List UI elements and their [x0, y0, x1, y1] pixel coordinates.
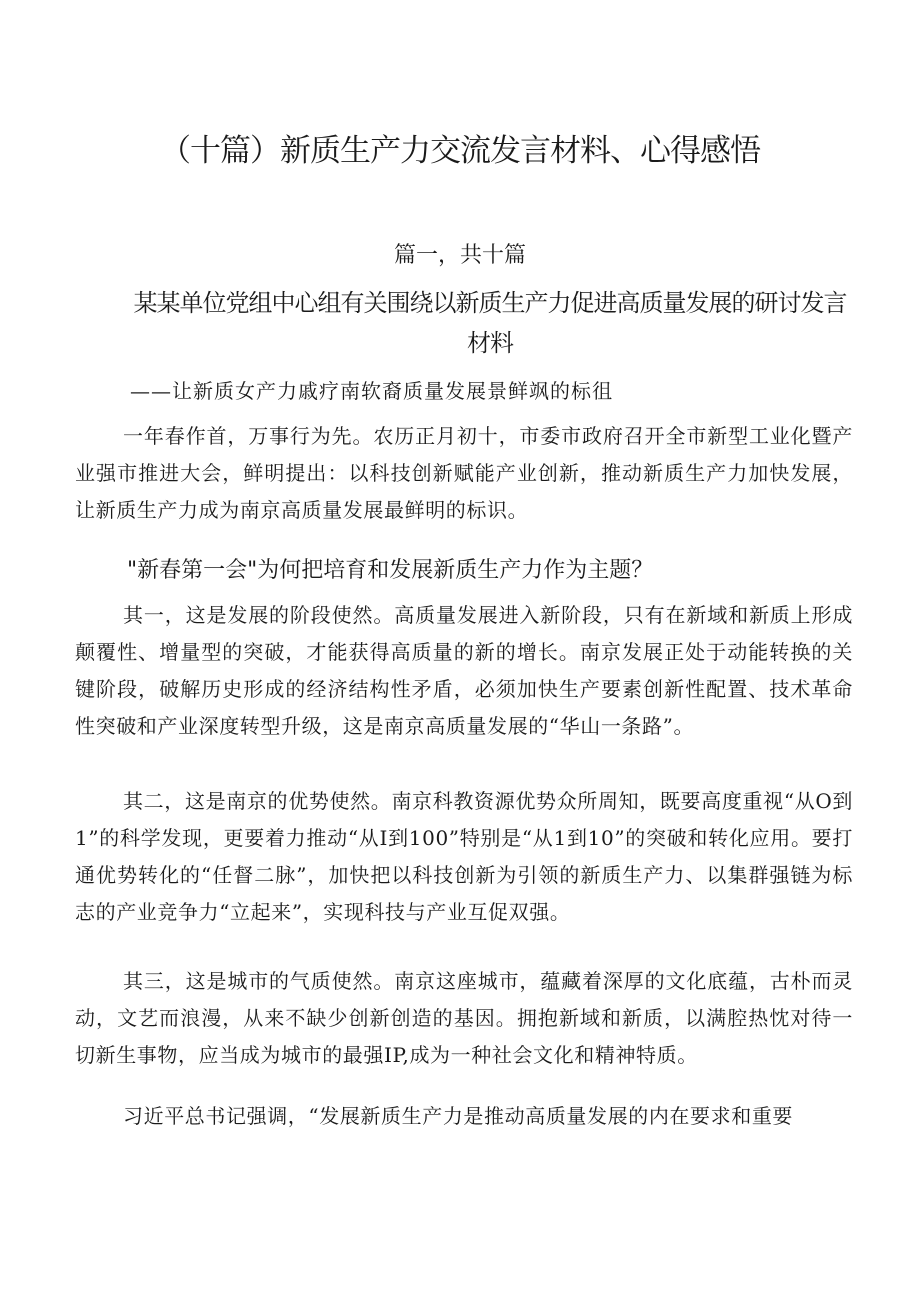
article-title: 某某单位党组中心组有关围绕以新质生产力促进高质量发展的研讨发言材料 [133, 289, 847, 357]
paragraph: 一年春作首，万事行为先。农历正月初十，市委市政府召开全市新型工业化暨产业强市推进大会，鲜明提出：以科技创新赋能产业创新，推动新质生产力加快发展，让新质生产力成为南京高质量发展最鲜明的标识。 [75, 424, 853, 522]
section-label: 篇一，共十篇 [393, 243, 526, 268]
section-question: "新春第一会"为何把培育和发展新质生产力作为主题？ [127, 558, 654, 583]
paragraph: 其一，这是发展的阶段使然。高质量发展进入新阶段，只有在新域和新质上形成颠覆性、增量型的突破，才能获得高质量的新的增长。南京发展正处于动能转换的关键阶段，破解历史形成的经济结构性矛盾，必须加快生产要素创新性配置、技术革命性突破和产业深度转型升级，这是南京高质量发展的“华山一条路”。 [75, 603, 853, 738]
paragraph: 其三，这是城市的气质使然。南京这座城市，蕴藏着深厚的文化底蕴，古朴而灵动，文艺而浪漫，从来不缺少创新创造的基因。拥抱新域和新质，以满腔热忱对待一切新生事物，应当成为城市的最强IP,成为一种社会文化和精神特质。 [75, 969, 853, 1067]
article-subtitle: ——让新质女产力戚疗南软裔质量发展景鲜飒的标徂 [130, 379, 613, 403]
paragraph: 习近平总书记强调，“发展新质生产力是推动高质量发展的内在要求和重要 [123, 1104, 794, 1128]
paragraph: 其二，这是南京的优势使然。南京科教资源优势众所周知，既要高度重视“从O到1”的科学发现，更要着力推动“从I到100”特别是“从1到10”的突破和转化应用。要打通优势转化的“任督二脉”，加快把以科技创新为引领的新质生产力、以集群强链为标志的产业竞争力“立起来”，实现科技与产业互促双强。 [75, 789, 853, 924]
document-title: （十篇）新质生产力交流发言材料、心得感悟 [160, 133, 760, 169]
